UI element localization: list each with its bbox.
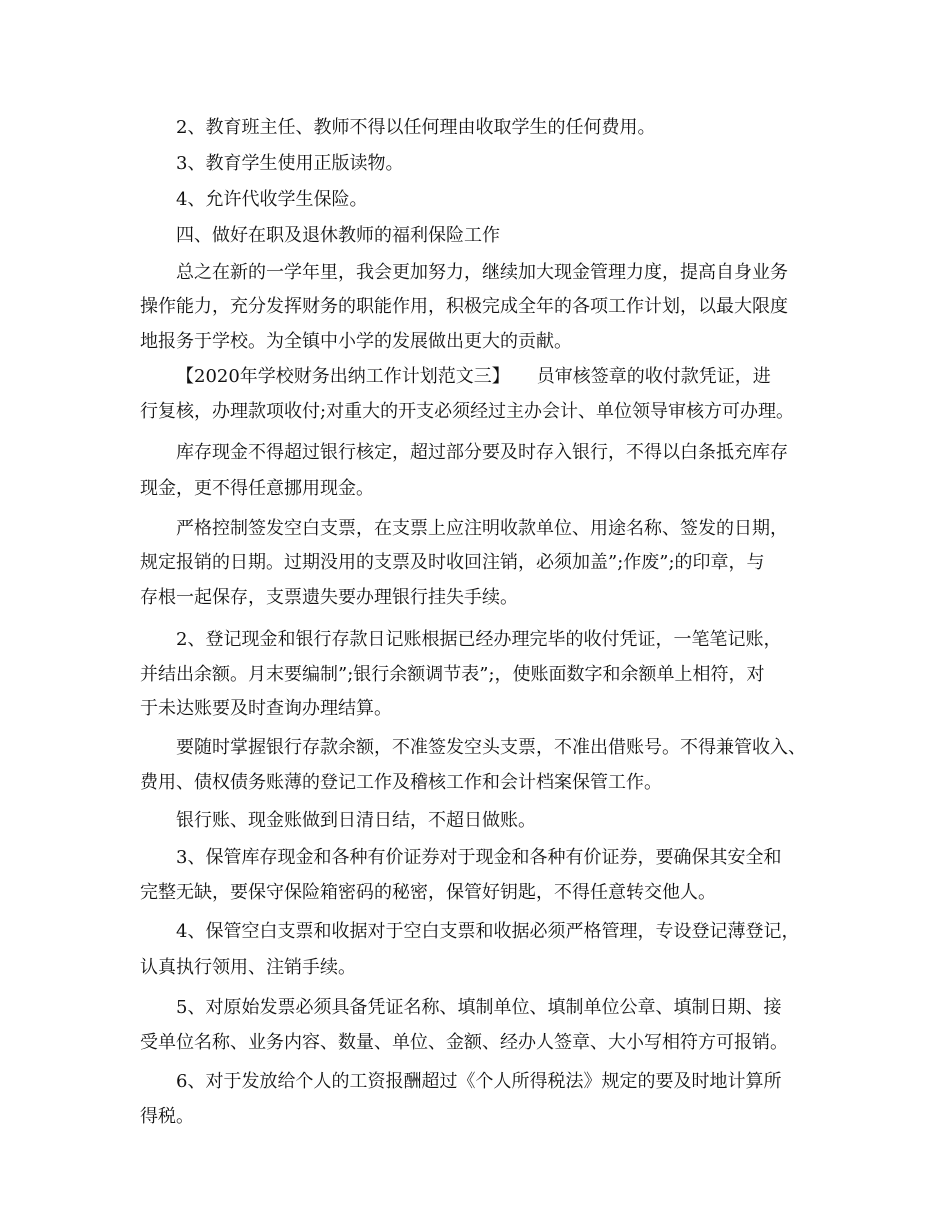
text-line: 完整无缺，要保守保险箱密码的秘密，保管好钥匙，不得任意转交他人。 [140, 882, 716, 903]
text-line: 费用、债权债务账薄的登记工作及稽核工作和会计档案保管工作。 [140, 772, 662, 793]
text-line: 得税。 [140, 1106, 194, 1127]
text-line: 于未达账要及时查询办理结算。 [140, 698, 392, 719]
text-line: 现金，更不得任意挪用现金。 [140, 478, 374, 499]
text-line: 2、教育班主任、教师不得以任何理由收取学生的任何费用。 [176, 117, 656, 138]
text-line: 库存现金不得超过银行核定，超过部分要及时存入银行，不得以白条抵充库存 [176, 442, 788, 463]
text-line: 地报务于学校。为全镇中小学的发展做出更大的贡献。 [140, 331, 572, 352]
text-line: 受单位名称、业务内容、数量、单位、金额、经办人签章、大小写相符方可报销。 [140, 1032, 788, 1053]
text-line: 四、做好在职及退休教师的福利保险工作 [176, 225, 500, 246]
text-line: 6、对于发放给个人的工资报酬超过《个人所得税法》规定的要及时地计算所 [176, 1071, 782, 1092]
text-line: 严格控制签发空白支票，在支票上应注明收款单位、用途名称、签发的日期， [176, 518, 788, 539]
text-line: 4、保管空白支票和收据对于空白支票和收据必须严格管理，专设登记薄登记， [176, 921, 800, 942]
text-line: 2、登记现金和银行存款日记账根据已经办理完毕的收付凭证，一笔笔记账， [176, 629, 782, 650]
text-line: 行复核，办理款项收付;对重大的开支必须经过主办会计、单位领导审核方可办理。 [140, 401, 795, 422]
text-line: 操作能力，充分发挥财务的职能作用，积极完成全年的各项工作计划，以最大限度 [140, 296, 788, 317]
text-line: 【2020年学校财务出纳工作计划范文三】 员审核签章的收付款凭证，进 [176, 366, 771, 387]
text-line: 存根一起保存，支票遗失要办理银行挂失手续。 [140, 587, 518, 608]
text-line: 4、允许代收学生保险。 [176, 189, 368, 210]
text-line: 5、对原始发票必须具备凭证名称、填制单位、填制单位公章、填制日期、接 [176, 997, 782, 1018]
text-line: 认真执行领用、注销手续。 [140, 957, 356, 978]
text-line: 总之在新的一学年里，我会更加努力，继续加大现金管理力度，提高自身业务 [176, 262, 788, 283]
text-line: 要随时掌握银行存款余额，不准签发空头支票，不准出借账号。不得兼管收入、 [176, 737, 806, 758]
text-line: 规定报销的日期。过期没用的支票及时收回注销，必须加盖”;作废”;的印章，与 [140, 552, 765, 573]
text-line: 3、教育学生使用正版读物。 [176, 153, 404, 174]
text-line: 银行账、现金账做到日清日结，不超日做账。 [176, 810, 536, 831]
text-line: 并结出余额。月末要编制”;银行余额调节表”;，使账面数字和余额单上相符，对 [140, 664, 765, 685]
text-line: 3、保管库存现金和各种有价证券对于现金和各种有价证券，要确保其安全和 [176, 847, 782, 868]
